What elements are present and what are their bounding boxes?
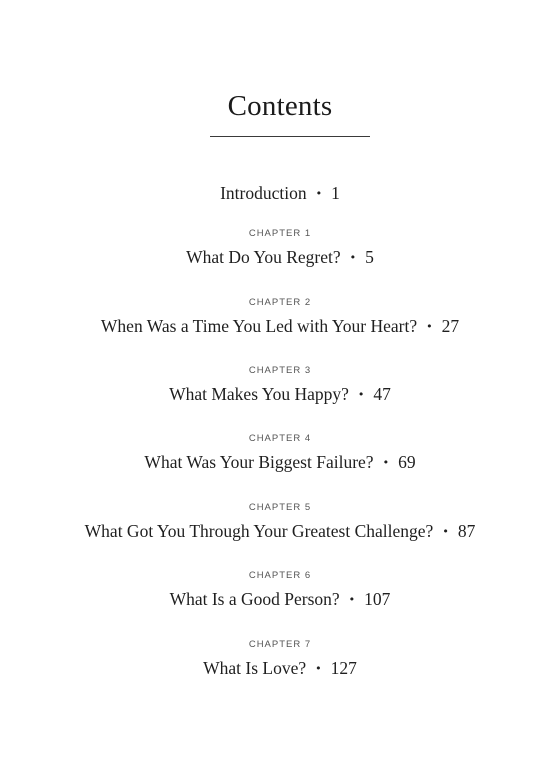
entry-line bbox=[0, 450, 560, 475]
toc-entry-chapter-2[interactable] bbox=[0, 296, 560, 339]
chapter-label: CHAPTER 2 bbox=[248, 297, 312, 308]
entry-line bbox=[0, 656, 560, 681]
chapter-label: CHAPTER 6 bbox=[248, 570, 312, 581]
entry-title: What Was Your Biggest Failure? bbox=[144, 452, 374, 472]
title-divider bbox=[210, 136, 370, 137]
entry-page-number: 107 bbox=[364, 589, 391, 609]
toc-entry-introduction[interactable] bbox=[0, 177, 560, 206]
entry-line bbox=[0, 587, 560, 612]
entry-page-number: 27 bbox=[441, 316, 460, 336]
entry-page-number: 87 bbox=[457, 521, 476, 541]
entry-title: What Do You Regret? bbox=[186, 247, 341, 267]
entry-title: When Was a Time You Led with Your Heart? bbox=[100, 316, 418, 336]
entry-title: What Makes You Happy? bbox=[169, 384, 349, 404]
bullet-separator: • bbox=[315, 187, 323, 200]
entry-line bbox=[0, 314, 560, 339]
bullet-separator: • bbox=[315, 662, 322, 675]
chapter-label: CHAPTER 3 bbox=[248, 365, 312, 376]
bullet-separator: • bbox=[382, 456, 390, 469]
toc-entry-chapter-4[interactable] bbox=[0, 432, 560, 475]
entry-title: What Got You Through Your Greatest Challenge? bbox=[84, 521, 434, 541]
entry-line bbox=[0, 245, 560, 270]
entry-title: Introduction bbox=[220, 183, 307, 203]
entry-page-number: 127 bbox=[330, 658, 357, 678]
chapter-label: CHAPTER 7 bbox=[248, 639, 312, 650]
toc-entry-chapter-5[interactable] bbox=[0, 501, 560, 544]
toc-entry-chapter-3[interactable] bbox=[0, 364, 560, 407]
bullet-separator: • bbox=[426, 320, 433, 333]
chapter-label: CHAPTER 5 bbox=[248, 502, 312, 513]
entry-line bbox=[0, 382, 560, 407]
entry-line bbox=[0, 181, 560, 206]
bullet-separator: • bbox=[348, 593, 356, 606]
entry-page-number: 5 bbox=[365, 247, 374, 267]
chapter-label: CHAPTER 4 bbox=[248, 433, 312, 444]
bullet-separator: • bbox=[442, 525, 449, 538]
entry-page-number: 1 bbox=[331, 183, 340, 203]
entry-line bbox=[0, 519, 560, 544]
entry-title: What Is a Good Person? bbox=[169, 589, 340, 609]
entry-page-number: 47 bbox=[373, 384, 391, 404]
toc-entry-chapter-6[interactable] bbox=[0, 569, 560, 612]
page-title: Contents bbox=[227, 90, 333, 122]
toc-entry-chapter-1[interactable] bbox=[0, 227, 560, 270]
bullet-separator: • bbox=[349, 251, 357, 264]
chapter-label: CHAPTER 1 bbox=[248, 228, 312, 239]
entry-page-number: 69 bbox=[398, 452, 416, 472]
entry-title: What Is Love? bbox=[203, 658, 307, 678]
bullet-separator: • bbox=[357, 388, 365, 401]
toc-entry-chapter-7[interactable] bbox=[0, 638, 560, 681]
